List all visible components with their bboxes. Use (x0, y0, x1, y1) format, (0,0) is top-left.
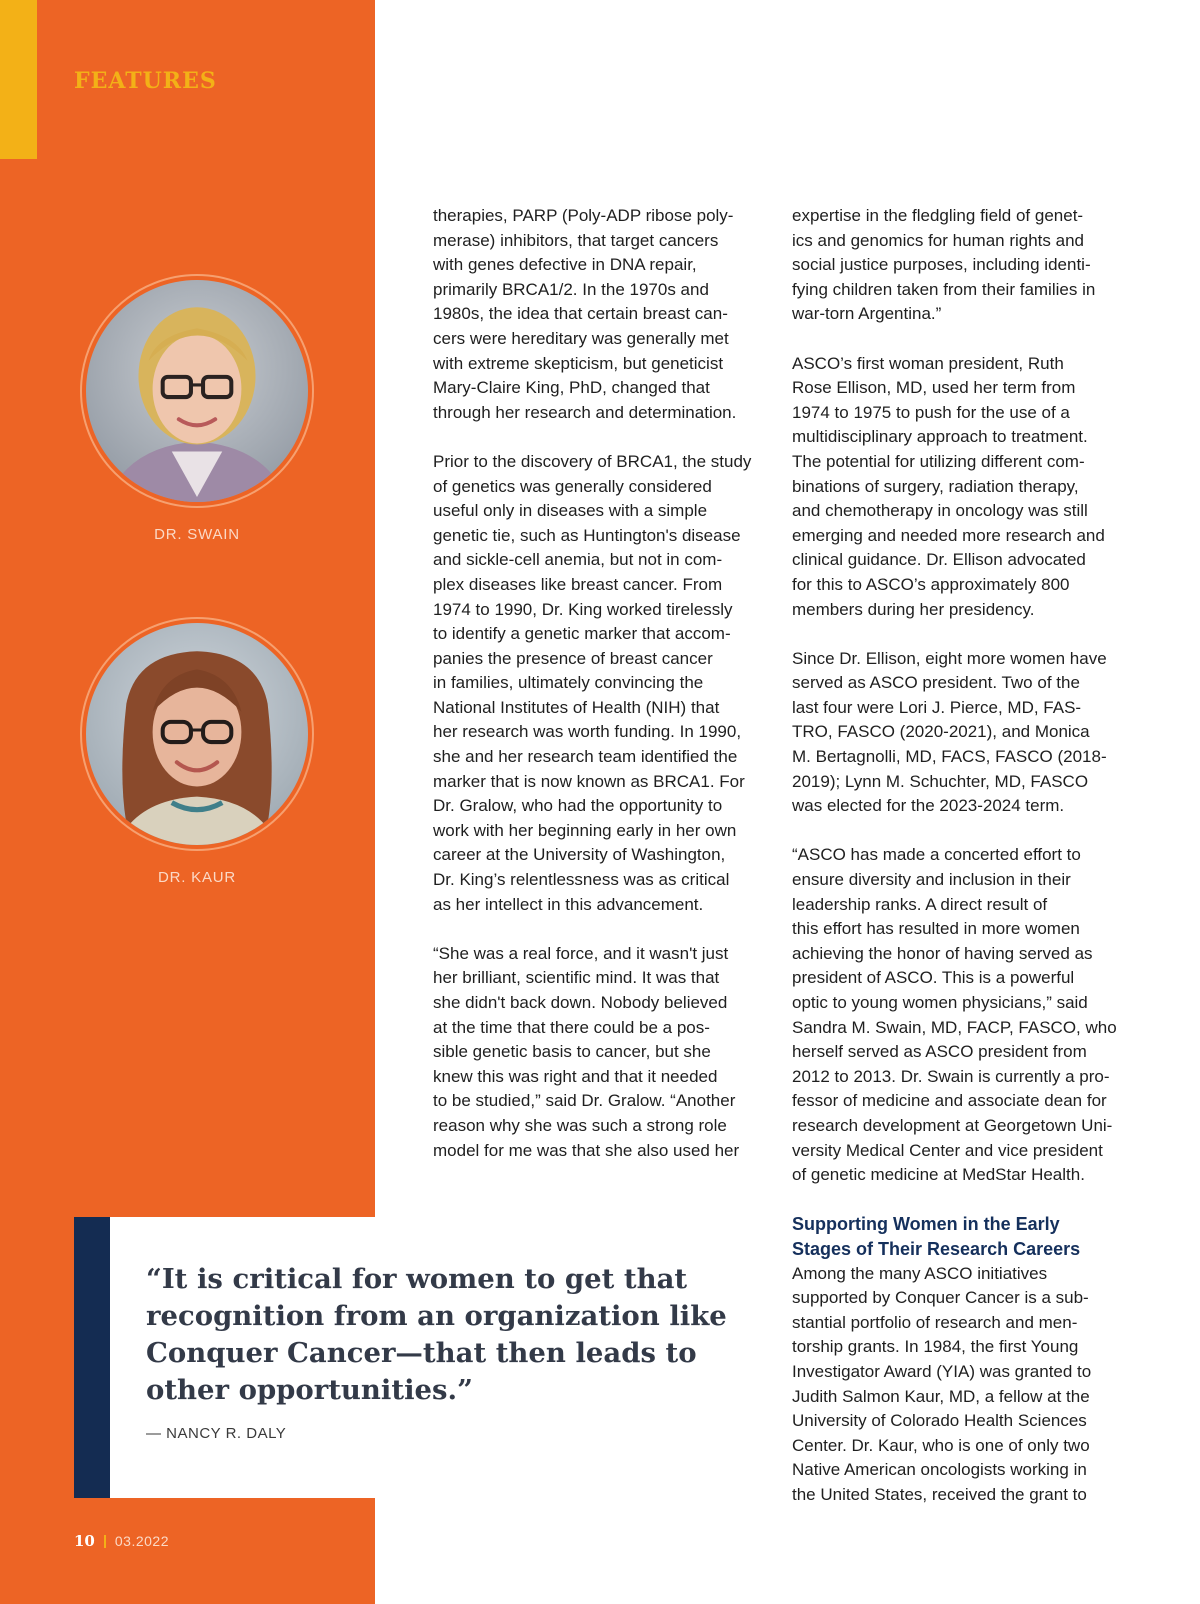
caption-dr-kaur: DR. KAUR (157, 869, 237, 886)
section-label: FEATURES (74, 68, 217, 94)
page-number: 10 (74, 1532, 95, 1550)
photo-dr-kaur (86, 623, 308, 845)
body-column-2 (792, 204, 1137, 1532)
paragraph: “She was a real force, and it wasn't just her brilliant, scientific mind. It was that she didn't back down. Nobody believed at the time that there could be a pos- sible genetic basis to cancer, but she knew this was right and that it needed to be studied,” said Dr. Gralow. “Another reason why she was such a strong role model for me was that she also used her (433, 943, 740, 1160)
paragraph: ASCO’s first woman president, Ruth Rose Ellison, MD, used her term from 1974 to 1975 to push for the use of a multidisciplinary approach to treatment. The potential for utilizing different com- binations of surgery, radiation therapy, and chemotherapy in oncology was still emerging and needed more research and clinical guidance. Dr. Ellison advocated for this to ASCO’s approximately 800 members during her presidency. (792, 353, 1105, 619)
photo-dr-swain (86, 280, 308, 502)
pull-quote-attribution: — NANCY R. DALY (146, 1425, 287, 1442)
portrait-dr-kaur (80, 617, 314, 851)
paragraph: Since Dr. Ellison, eight more women have served as ASCO president. Two of the last four were Lori J. Pierce, MD, FAS- TRO, FASCO (2020-2021), and Monica M. Bertagnolli, MD, FACS, FASCO (2018- 2019); Lynn M. Schuchter, MD, FASCO was elected for the 2023-2024 term. (792, 648, 1107, 816)
yellow-accent-tab (0, 0, 37, 159)
section-subheading: Supporting Women in the Early Stages of Their Research Careers (792, 1214, 1081, 1259)
caption-dr-swain: DR. SWAIN (154, 526, 240, 543)
paragraph: Among the many ASCO initiatives supported by Conquer Cancer is a sub- stantial portfolio of research and men- torship grants. In 1984, the first Young Investigator Award (YIA) was granted to Judith Salmon Kaur, MD, a fellow at the University of Colorado Health Sciences Center. Dr. Kaur, who is one of only two Native American oncologists working in the United States, received the grant to (792, 1263, 1092, 1504)
pull-quote-text: “It is critical for women to get that recognition from an organization like Conquer Cancer—that then leads to other opportunities.” (146, 1263, 727, 1406)
issue-date: 03.2022 (114, 1533, 169, 1549)
quote-accent-bar (74, 1217, 110, 1498)
pull-quote-box (74, 1217, 779, 1498)
paragraph: Prior to the discovery of BRCA1, the study of genetics was generally considered useful only in diseases with a simple genetic tie, such as Huntington's disease and sickle-cell anemia, but not in com- plex diseases like breast cancer. From 1974 to 1990, Dr. King worked tirelessly to identify a genetic marker that accom- panies the presence of breast cancer in families, ultimately convincing the National Institutes of Health (NIH) that her research was worth funding. In 1990, she and her research team identified the marker that is now known as BRCA1. For Dr. Gralow, who had the opportunity to work with her beginning early in her own career at the University of Washington, Dr. King’s relentlessness was as critical as her intellect in this advancement. (433, 451, 752, 914)
portrait-dr-swain (80, 274, 314, 508)
paragraph: expertise in the fledgling field of genet- ics and genomics for human rights and social justice purposes, including identi- fying children taken from their families in war-torn Argentina.” (792, 206, 1096, 324)
paragraph: therapies, PARP (Poly-ADP ribose poly- merase) inhibitors, that target cancers with genes defective in DNA repair, primarily BRCA1/2. In the 1970s and 1980s, the idea that certain breast can- cers were hereditary was generally met with extreme skepticism, but geneticist Mary-Claire King, PhD, changed that through her research and determination. (433, 206, 737, 422)
body-column-1 (433, 204, 773, 1188)
paragraph: “ASCO has made a concerted effort to ensure diversity and inclusion in their leadership ranks. A direct result of this effort has resulted in more women achieving the honor of having served as president of ASCO. This is a powerful optic to young women physicians,” said Sandra M. Swain, MD, FACP, FASCO, who herself served as ASCO president from 2012 to 2013. Dr. Swain is currently a pro- fessor of medicine and associate dean for research development at Georgetown Uni- versity Medical Center and vice president of genetic medicine at MedStar Health. (792, 845, 1117, 1185)
page-footer (74, 1532, 169, 1550)
footer-divider (104, 1535, 106, 1548)
